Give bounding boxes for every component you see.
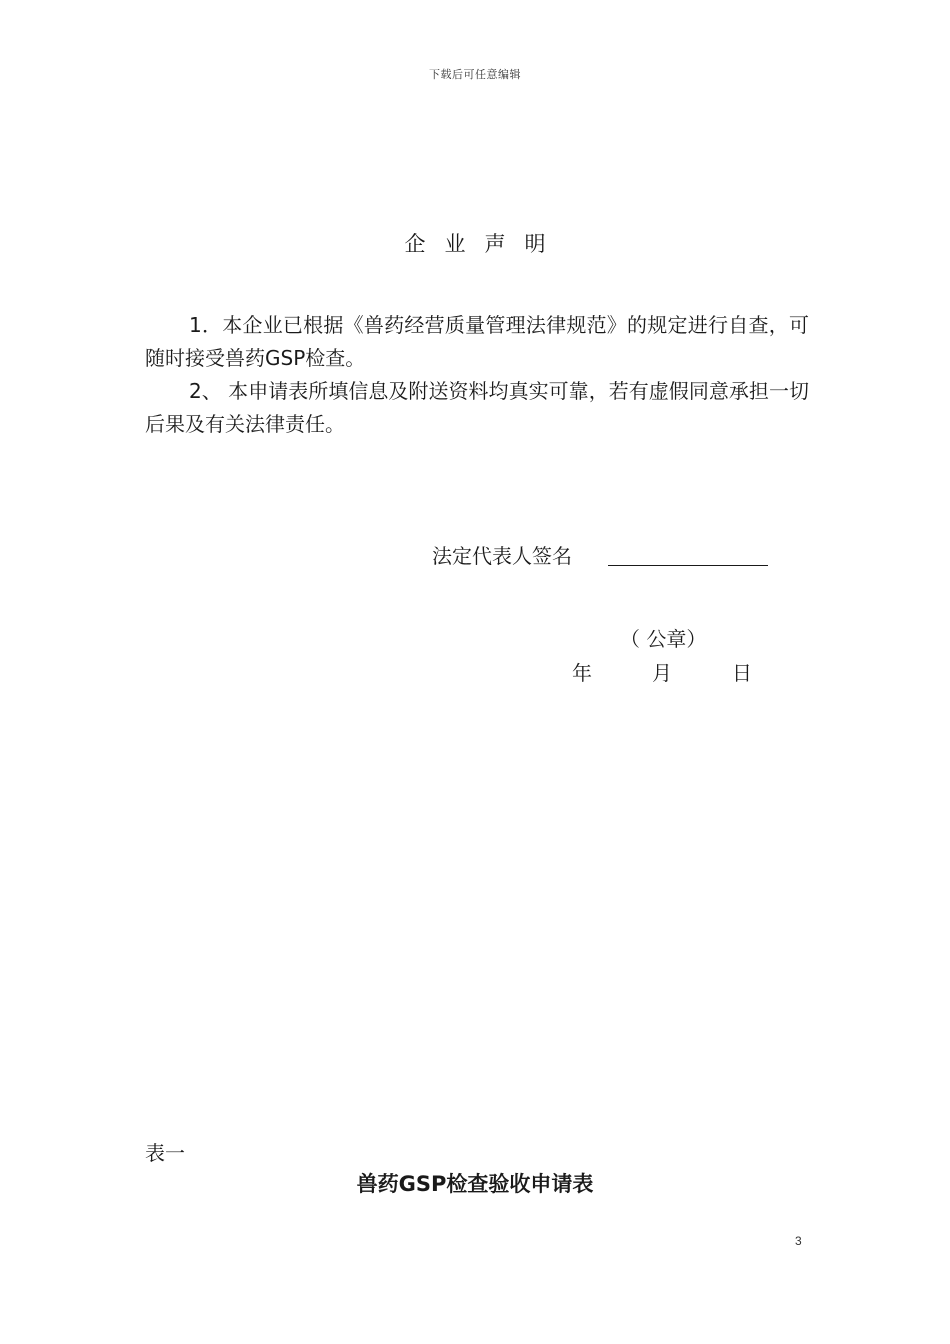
page-number: 3 (795, 1234, 802, 1248)
declaration-item-2-text: 2、 本申请表所填信息及附送资料均真实可靠，若有虚假同意承担一切后果及有关法律责任。 (145, 379, 809, 436)
header-note: 下载后可任意编辑 (429, 68, 521, 81)
signature-label: 法定代表人签名 (432, 544, 572, 568)
date-year-label: 年 (572, 661, 592, 685)
table-label: 表一 (145, 1141, 185, 1165)
date-day-label: 日 (732, 661, 752, 685)
declaration-item-1-text: 1．本企业已根据《兽药经营质量管理法律规范》的规定进行自查，可随时接受兽药GSP检查。 (145, 313, 809, 370)
date-month-label: 月 (652, 661, 672, 685)
declaration-item-2 (145, 375, 809, 441)
seal-label: （ 公章） (620, 627, 707, 651)
declaration-title: 企业声明 (404, 232, 565, 256)
signature-line[interactable] (608, 565, 768, 566)
date-row (572, 657, 752, 686)
declaration-item-1 (145, 309, 809, 375)
form-title: 兽药GSP检查验收申请表 (356, 1172, 594, 1196)
